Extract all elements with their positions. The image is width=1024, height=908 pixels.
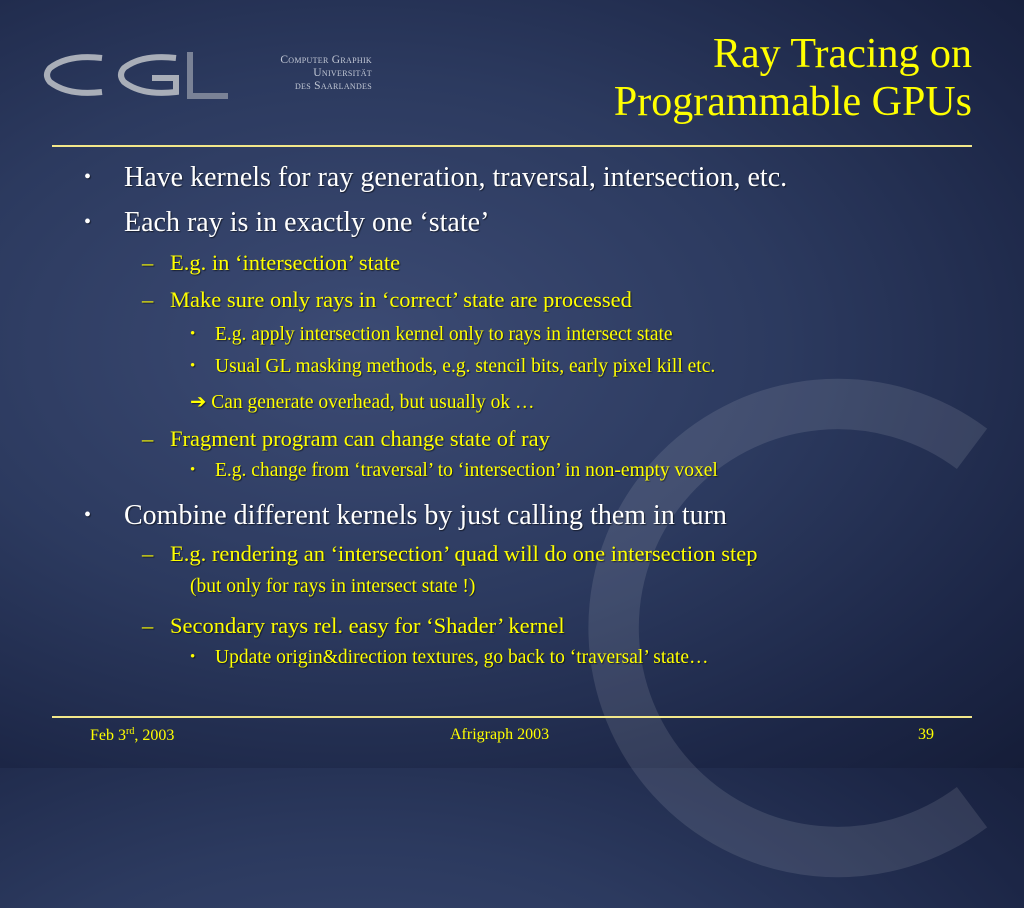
- bullet-item-level-2: [142, 426, 550, 452]
- dash-marker: –: [142, 613, 154, 638]
- bullet-text: Combine different kernels by just calling them in turn: [124, 500, 727, 531]
- bullet-item-level-3: [190, 460, 718, 482]
- bullet-item-level-3: [190, 647, 708, 669]
- logo-line: Universität: [313, 67, 372, 79]
- bullet-text: E.g. change from ‘traversal’ to ‘intersection’ in non-empty voxel: [215, 460, 718, 481]
- bullet-item-level-2: [142, 250, 400, 276]
- slide-title-line: Ray Tracing on: [712, 31, 972, 77]
- bullet-marker: •: [84, 211, 92, 233]
- dash-marker: –: [142, 541, 154, 566]
- cg-logo: [40, 46, 372, 104]
- bullet-marker: •: [190, 462, 196, 478]
- bullet-item-level-3: [190, 390, 535, 414]
- bullet-marker: •: [190, 326, 196, 342]
- bullet-item-level-2: [142, 287, 632, 313]
- footer-event: Afrigraph 2003: [450, 726, 550, 743]
- cg-watermark-icon: [524, 348, 1024, 908]
- bullet-marker: •: [84, 504, 92, 526]
- bullet-text: E.g. rendering an ‘intersection’ quad will do one intersection step: [170, 541, 758, 566]
- bullet-marker: •: [84, 166, 92, 188]
- bullet-text: (but only for rays in intersect state !): [190, 576, 476, 597]
- footer-date-year: , 2003: [134, 727, 175, 744]
- bullet-item-level-2: [142, 541, 758, 567]
- bullet-text: Update origin&direction textures, go back to ‘traversal’ state…: [215, 647, 709, 668]
- bullet-text: Make sure only rays in ‘correct’ state are processed: [170, 287, 632, 312]
- footer-date-suffix: rd: [126, 726, 135, 737]
- bullet-text: Have kernels for ray generation, traversal, intersection, etc.: [124, 162, 788, 193]
- dash-marker: –: [142, 426, 154, 451]
- logo-caption: [200, 54, 372, 93]
- dash-marker: –: [142, 287, 154, 312]
- bullet-item-level-1: [84, 500, 727, 532]
- bullet-text: Usual GL masking methods, e.g. stencil bits, early pixel kill etc.: [215, 356, 716, 377]
- title-divider: [52, 145, 972, 147]
- bullet-item-level-3: [190, 576, 475, 598]
- bullet-text: E.g. in ‘intersection’ state: [170, 250, 401, 275]
- logo-line: Computer Graphik: [280, 54, 372, 66]
- bullet-text: ➔ Can generate overhead, but usually ok …: [190, 392, 535, 413]
- slide-title: [372, 30, 972, 126]
- logo-line: des Saarlandes: [294, 80, 372, 92]
- bullet-text: Each ray is in exactly one ‘state’: [124, 207, 490, 238]
- bullet-item-level-2: [142, 613, 565, 639]
- bullet-text: E.g. apply intersection kernel only to rays in intersect state: [215, 324, 673, 345]
- footer-date: [90, 726, 174, 745]
- bullet-text: Fragment program can change state of ray: [170, 426, 550, 451]
- bullet-text: Secondary rays rel. easy for ‘Shader’ kernel: [170, 613, 565, 638]
- bullet-marker: •: [190, 358, 196, 374]
- footer-date-main: Feb 3: [90, 727, 126, 744]
- slide-title-line: Programmable GPUs: [613, 79, 972, 125]
- bullet-item-level-1: [84, 207, 489, 239]
- bullet-item-level-3: [190, 324, 673, 346]
- page-number: 39: [918, 726, 934, 743]
- bullet-item-level-3: [190, 356, 715, 378]
- bullet-marker: •: [190, 649, 196, 665]
- footer-divider: [52, 716, 972, 718]
- bullet-item-level-1: [84, 162, 787, 194]
- dash-marker: –: [142, 250, 154, 275]
